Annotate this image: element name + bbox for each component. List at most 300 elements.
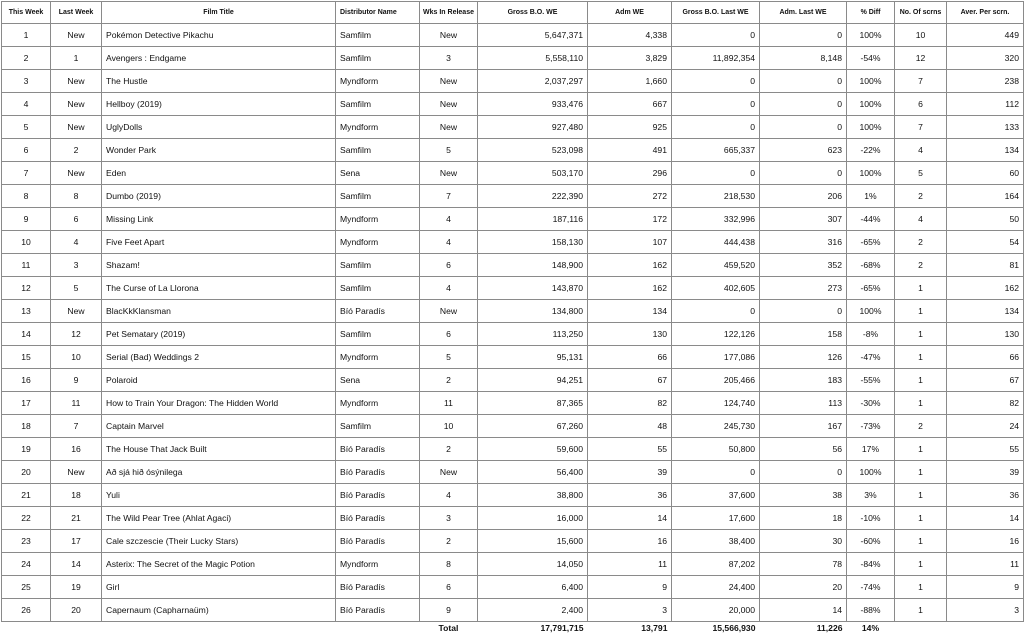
cell-gross-last: 122,126 xyxy=(672,323,760,346)
cell-distributor: Samfilm xyxy=(336,277,420,300)
cell-gross-last: 17,600 xyxy=(672,507,760,530)
cell-admissions-last: 183 xyxy=(760,369,847,392)
cell-gross: 38,800 xyxy=(478,484,588,507)
cell-this-week: 8 xyxy=(2,185,51,208)
cell-gross: 2,037,297 xyxy=(478,70,588,93)
header-this-week: This Week xyxy=(2,2,51,24)
cell-diff: 100% xyxy=(847,70,895,93)
cell-this-week: 19 xyxy=(2,438,51,461)
cell-diff: -54% xyxy=(847,47,895,70)
cell-this-week: 7 xyxy=(2,162,51,185)
cell-average: 39 xyxy=(947,461,1024,484)
cell-this-week: 11 xyxy=(2,254,51,277)
cell-average: 11 xyxy=(947,553,1024,576)
cell-gross: 95,131 xyxy=(478,346,588,369)
cell-admissions: 36 xyxy=(588,484,672,507)
cell-gross: 134,800 xyxy=(478,300,588,323)
cell-average: 67 xyxy=(947,369,1024,392)
cell-gross-last: 37,600 xyxy=(672,484,760,507)
cell-distributor: Myndform xyxy=(336,70,420,93)
cell-screens: 1 xyxy=(895,300,947,323)
cell-admissions: 172 xyxy=(588,208,672,231)
cell-this-week: 4 xyxy=(2,93,51,116)
cell-distributor: Myndform xyxy=(336,208,420,231)
cell-this-week: 10 xyxy=(2,231,51,254)
cell-last-week: 1 xyxy=(51,47,102,70)
table-row xyxy=(2,438,1024,461)
table-row xyxy=(2,231,1024,254)
table-row xyxy=(2,369,1024,392)
cell-this-week: 9 xyxy=(2,208,51,231)
table-row xyxy=(2,70,1024,93)
cell-gross: 143,870 xyxy=(478,277,588,300)
cell-film-title: The House That Jack Built xyxy=(102,438,336,461)
cell-film-title: Polaroid xyxy=(102,369,336,392)
cell-screens: 2 xyxy=(895,185,947,208)
cell-last-week: 9 xyxy=(51,369,102,392)
cell-weeks-in-release: 4 xyxy=(420,277,478,300)
cell-distributor: Bíó Paradís xyxy=(336,599,420,622)
cell-average: 36 xyxy=(947,484,1024,507)
header-average: Aver. Per scrn. xyxy=(947,2,1024,24)
cell-weeks-in-release: 2 xyxy=(420,438,478,461)
cell-screens: 1 xyxy=(895,369,947,392)
cell-last-week: New xyxy=(51,24,102,47)
cell-weeks-in-release: 3 xyxy=(420,47,478,70)
cell-this-week: 3 xyxy=(2,70,51,93)
cell-gross-last: 50,800 xyxy=(672,438,760,461)
cell-gross: 14,050 xyxy=(478,553,588,576)
cell-admissions: 491 xyxy=(588,139,672,162)
cell-distributor: Bíó Paradís xyxy=(336,461,420,484)
cell-diff: 17% xyxy=(847,438,895,461)
cell-gross-last: 402,605 xyxy=(672,277,760,300)
header-row xyxy=(2,2,1024,24)
cell-gross-last: 0 xyxy=(672,93,760,116)
cell-weeks-in-release: 6 xyxy=(420,576,478,599)
cell-diff: -22% xyxy=(847,139,895,162)
table-row xyxy=(2,300,1024,323)
cell-last-week: 8 xyxy=(51,185,102,208)
cell-admissions: 272 xyxy=(588,185,672,208)
header-admissions-last: Adm. Last WE xyxy=(760,2,847,24)
cell-film-title: Pokémon Detective Pikachu xyxy=(102,24,336,47)
cell-weeks-in-release: 5 xyxy=(420,139,478,162)
cell-average: 16 xyxy=(947,530,1024,553)
cell-diff: 100% xyxy=(847,461,895,484)
cell-admissions: 9 xyxy=(588,576,672,599)
cell-weeks-in-release: 4 xyxy=(420,231,478,254)
cell-admissions: 39 xyxy=(588,461,672,484)
cell-distributor: Samfilm xyxy=(336,415,420,438)
cell-last-week: 10 xyxy=(51,346,102,369)
cell-distributor: Myndform xyxy=(336,231,420,254)
cell-admissions-last: 0 xyxy=(760,461,847,484)
cell-admissions-last: 20 xyxy=(760,576,847,599)
cell-admissions-last: 14 xyxy=(760,599,847,622)
cell-this-week: 6 xyxy=(2,139,51,162)
cell-diff: 100% xyxy=(847,24,895,47)
cell-screens: 1 xyxy=(895,484,947,507)
table-row xyxy=(2,530,1024,553)
cell-film-title: Yuli xyxy=(102,484,336,507)
cell-last-week: New xyxy=(51,300,102,323)
cell-gross: 222,390 xyxy=(478,185,588,208)
cell-gross-last: 218,530 xyxy=(672,185,760,208)
cell-admissions-last: 113 xyxy=(760,392,847,415)
cell-gross-last: 11,892,354 xyxy=(672,47,760,70)
cell-admissions-last: 8,148 xyxy=(760,47,847,70)
cell-last-week: 2 xyxy=(51,139,102,162)
table-footer xyxy=(2,622,1024,634)
cell-gross-last: 0 xyxy=(672,116,760,139)
cell-distributor: Samfilm xyxy=(336,24,420,47)
cell-film-title: Að sjá hið ósýnilega xyxy=(102,461,336,484)
table-row xyxy=(2,415,1024,438)
cell-this-week: 22 xyxy=(2,507,51,530)
cell-gross: 503,170 xyxy=(478,162,588,185)
cell-gross-last: 87,202 xyxy=(672,553,760,576)
cell-admissions-last: 206 xyxy=(760,185,847,208)
cell-distributor: Bíó Paradís xyxy=(336,576,420,599)
cell-admissions: 67 xyxy=(588,369,672,392)
cell-last-week: 20 xyxy=(51,599,102,622)
cell-weeks-in-release: 4 xyxy=(420,208,478,231)
cell-screens: 1 xyxy=(895,507,947,530)
cell-gross: 523,098 xyxy=(478,139,588,162)
cell-average: 162 xyxy=(947,277,1024,300)
cell-admissions: 3 xyxy=(588,599,672,622)
cell-diff: 3% xyxy=(847,484,895,507)
cell-gross-last: 444,438 xyxy=(672,231,760,254)
cell-distributor: Samfilm xyxy=(336,139,420,162)
cell-weeks-in-release: New xyxy=(420,162,478,185)
cell-screens: 2 xyxy=(895,254,947,277)
table-row xyxy=(2,47,1024,70)
cell-diff: -74% xyxy=(847,576,895,599)
cell-distributor: Bíó Paradís xyxy=(336,438,420,461)
cell-gross: 15,600 xyxy=(478,530,588,553)
cell-weeks-in-release: New xyxy=(420,24,478,47)
cell-gross-last: 38,400 xyxy=(672,530,760,553)
cell-weeks-in-release: 6 xyxy=(420,323,478,346)
cell-average: 54 xyxy=(947,231,1024,254)
cell-distributor: Myndform xyxy=(336,553,420,576)
cell-last-week: New xyxy=(51,162,102,185)
cell-gross-last: 205,466 xyxy=(672,369,760,392)
cell-film-title: Cale szczescie (Their Lucky Stars) xyxy=(102,530,336,553)
table-row xyxy=(2,599,1024,622)
table-row xyxy=(2,162,1024,185)
cell-distributor: Myndform xyxy=(336,346,420,369)
footer-spacer xyxy=(102,622,336,634)
cell-last-week: 18 xyxy=(51,484,102,507)
cell-gross-last: 0 xyxy=(672,461,760,484)
cell-last-week: New xyxy=(51,70,102,93)
cell-distributor: Bíó Paradís xyxy=(336,484,420,507)
cell-diff: -65% xyxy=(847,277,895,300)
table-row xyxy=(2,208,1024,231)
cell-film-title: UglyDolls xyxy=(102,116,336,139)
cell-distributor: Bíó Paradís xyxy=(336,300,420,323)
cell-screens: 1 xyxy=(895,346,947,369)
cell-admissions-last: 126 xyxy=(760,346,847,369)
cell-screens: 4 xyxy=(895,139,947,162)
cell-last-week: 17 xyxy=(51,530,102,553)
cell-admissions: 14 xyxy=(588,507,672,530)
cell-admissions: 134 xyxy=(588,300,672,323)
table-row xyxy=(2,185,1024,208)
cell-admissions-last: 0 xyxy=(760,116,847,139)
cell-film-title: Wonder Park xyxy=(102,139,336,162)
cell-this-week: 14 xyxy=(2,323,51,346)
cell-film-title: Girl xyxy=(102,576,336,599)
cell-weeks-in-release: New xyxy=(420,116,478,139)
cell-weeks-in-release: 2 xyxy=(420,530,478,553)
cell-weeks-in-release: 10 xyxy=(420,415,478,438)
table-row xyxy=(2,507,1024,530)
cell-admissions: 130 xyxy=(588,323,672,346)
cell-last-week: New xyxy=(51,93,102,116)
total-admissions: 13,791 xyxy=(588,622,672,634)
cell-film-title: Asterix: The Secret of the Magic Potion xyxy=(102,553,336,576)
cell-distributor: Samfilm xyxy=(336,47,420,70)
cell-diff: -55% xyxy=(847,369,895,392)
cell-screens: 1 xyxy=(895,392,947,415)
cell-gross: 6,400 xyxy=(478,576,588,599)
cell-screens: 1 xyxy=(895,599,947,622)
cell-admissions-last: 0 xyxy=(760,24,847,47)
footer-spacer xyxy=(51,622,102,634)
table-row xyxy=(2,24,1024,47)
cell-diff: -88% xyxy=(847,599,895,622)
cell-film-title: Capernaum (Capharnaüm) xyxy=(102,599,336,622)
cell-gross: 59,600 xyxy=(478,438,588,461)
cell-screens: 10 xyxy=(895,24,947,47)
footer-spacer xyxy=(947,622,1024,634)
header-distributor: Distributor Name xyxy=(336,2,420,24)
cell-admissions-last: 0 xyxy=(760,93,847,116)
cell-last-week: 3 xyxy=(51,254,102,277)
cell-gross-last: 0 xyxy=(672,300,760,323)
cell-admissions: 925 xyxy=(588,116,672,139)
cell-admissions-last: 307 xyxy=(760,208,847,231)
cell-gross: 187,116 xyxy=(478,208,588,231)
table-row xyxy=(2,484,1024,507)
cell-admissions: 162 xyxy=(588,277,672,300)
cell-average: 320 xyxy=(947,47,1024,70)
header-gross-last: Gross B.O. Last WE xyxy=(672,2,760,24)
cell-film-title: Hellboy (2019) xyxy=(102,93,336,116)
total-gross-last: 15,566,930 xyxy=(672,622,760,634)
cell-average: 130 xyxy=(947,323,1024,346)
cell-last-week: 7 xyxy=(51,415,102,438)
cell-gross: 113,250 xyxy=(478,323,588,346)
cell-average: 60 xyxy=(947,162,1024,185)
cell-last-week: 12 xyxy=(51,323,102,346)
cell-admissions-last: 0 xyxy=(760,70,847,93)
cell-average: 81 xyxy=(947,254,1024,277)
cell-average: 50 xyxy=(947,208,1024,231)
cell-gross: 56,400 xyxy=(478,461,588,484)
cell-average: 238 xyxy=(947,70,1024,93)
cell-last-week: New xyxy=(51,461,102,484)
cell-admissions-last: 78 xyxy=(760,553,847,576)
table-row xyxy=(2,346,1024,369)
cell-this-week: 16 xyxy=(2,369,51,392)
header-admissions: Adm WE xyxy=(588,2,672,24)
cell-screens: 7 xyxy=(895,70,947,93)
cell-admissions-last: 273 xyxy=(760,277,847,300)
table-body xyxy=(2,24,1024,622)
cell-average: 164 xyxy=(947,185,1024,208)
cell-diff: 100% xyxy=(847,162,895,185)
totals-row xyxy=(2,622,1024,634)
cell-distributor: Samfilm xyxy=(336,323,420,346)
cell-this-week: 17 xyxy=(2,392,51,415)
cell-last-week: New xyxy=(51,116,102,139)
cell-admissions-last: 0 xyxy=(760,300,847,323)
cell-gross: 67,260 xyxy=(478,415,588,438)
cell-admissions-last: 158 xyxy=(760,323,847,346)
cell-weeks-in-release: New xyxy=(420,70,478,93)
cell-gross: 933,476 xyxy=(478,93,588,116)
cell-diff: -65% xyxy=(847,231,895,254)
cell-admissions: 82 xyxy=(588,392,672,415)
cell-gross: 87,365 xyxy=(478,392,588,415)
cell-gross: 927,480 xyxy=(478,116,588,139)
cell-diff: -30% xyxy=(847,392,895,415)
cell-average: 3 xyxy=(947,599,1024,622)
cell-last-week: 19 xyxy=(51,576,102,599)
footer-spacer xyxy=(2,622,51,634)
cell-weeks-in-release: 2 xyxy=(420,369,478,392)
cell-this-week: 21 xyxy=(2,484,51,507)
table-row xyxy=(2,277,1024,300)
cell-gross-last: 20,000 xyxy=(672,599,760,622)
cell-film-title: Five Feet Apart xyxy=(102,231,336,254)
cell-weeks-in-release: 9 xyxy=(420,599,478,622)
cell-gross-last: 0 xyxy=(672,162,760,185)
table-header xyxy=(2,2,1024,24)
cell-screens: 5 xyxy=(895,162,947,185)
cell-distributor: Samfilm xyxy=(336,93,420,116)
cell-gross-last: 0 xyxy=(672,24,760,47)
cell-diff: -60% xyxy=(847,530,895,553)
cell-admissions: 66 xyxy=(588,346,672,369)
cell-admissions: 296 xyxy=(588,162,672,185)
cell-this-week: 13 xyxy=(2,300,51,323)
cell-last-week: 6 xyxy=(51,208,102,231)
cell-this-week: 1 xyxy=(2,24,51,47)
cell-film-title: The Curse of La Llorona xyxy=(102,277,336,300)
cell-average: 24 xyxy=(947,415,1024,438)
cell-film-title: Shazam! xyxy=(102,254,336,277)
box-office-table xyxy=(1,1,1024,633)
cell-screens: 1 xyxy=(895,576,947,599)
cell-screens: 1 xyxy=(895,530,947,553)
cell-last-week: 4 xyxy=(51,231,102,254)
cell-this-week: 25 xyxy=(2,576,51,599)
cell-admissions-last: 167 xyxy=(760,415,847,438)
cell-admissions: 16 xyxy=(588,530,672,553)
cell-diff: -10% xyxy=(847,507,895,530)
cell-average: 112 xyxy=(947,93,1024,116)
cell-distributor: Samfilm xyxy=(336,185,420,208)
cell-admissions-last: 352 xyxy=(760,254,847,277)
cell-admissions: 107 xyxy=(588,231,672,254)
cell-gross-last: 459,520 xyxy=(672,254,760,277)
cell-gross-last: 0 xyxy=(672,70,760,93)
cell-film-title: Missing Link xyxy=(102,208,336,231)
cell-weeks-in-release: 3 xyxy=(420,507,478,530)
header-weeks-in-release: Wks In Release xyxy=(420,2,478,24)
cell-this-week: 23 xyxy=(2,530,51,553)
cell-distributor: Bíó Paradís xyxy=(336,530,420,553)
cell-gross-last: 332,996 xyxy=(672,208,760,231)
cell-diff: -44% xyxy=(847,208,895,231)
cell-gross-last: 177,086 xyxy=(672,346,760,369)
cell-admissions: 3,829 xyxy=(588,47,672,70)
cell-screens: 6 xyxy=(895,93,947,116)
cell-average: 14 xyxy=(947,507,1024,530)
cell-distributor: Myndform xyxy=(336,116,420,139)
cell-average: 66 xyxy=(947,346,1024,369)
cell-weeks-in-release: 4 xyxy=(420,484,478,507)
cell-screens: 1 xyxy=(895,461,947,484)
cell-admissions-last: 316 xyxy=(760,231,847,254)
cell-diff: -8% xyxy=(847,323,895,346)
cell-distributor: Sena xyxy=(336,369,420,392)
cell-film-title: How to Train Your Dragon: The Hidden World xyxy=(102,392,336,415)
total-diff: 14% xyxy=(847,622,895,634)
cell-average: 82 xyxy=(947,392,1024,415)
cell-this-week: 20 xyxy=(2,461,51,484)
cell-screens: 1 xyxy=(895,438,947,461)
cell-admissions-last: 30 xyxy=(760,530,847,553)
cell-distributor: Samfilm xyxy=(336,254,420,277)
cell-admissions: 55 xyxy=(588,438,672,461)
header-film-title: Film Title xyxy=(102,2,336,24)
cell-film-title: Serial (Bad) Weddings 2 xyxy=(102,346,336,369)
cell-last-week: 16 xyxy=(51,438,102,461)
cell-film-title: Captain Marvel xyxy=(102,415,336,438)
total-admissions-last: 11,226 xyxy=(760,622,847,634)
cell-diff: 100% xyxy=(847,300,895,323)
footer-spacer xyxy=(336,622,420,634)
table-row xyxy=(2,116,1024,139)
cell-diff: -47% xyxy=(847,346,895,369)
cell-diff: -84% xyxy=(847,553,895,576)
cell-this-week: 12 xyxy=(2,277,51,300)
cell-this-week: 18 xyxy=(2,415,51,438)
cell-diff: -68% xyxy=(847,254,895,277)
table-row xyxy=(2,254,1024,277)
cell-weeks-in-release: New xyxy=(420,461,478,484)
cell-weeks-in-release: 7 xyxy=(420,185,478,208)
cell-this-week: 2 xyxy=(2,47,51,70)
cell-admissions: 667 xyxy=(588,93,672,116)
table-row xyxy=(2,93,1024,116)
header-screens: No. Of scrns xyxy=(895,2,947,24)
cell-diff: 1% xyxy=(847,185,895,208)
cell-admissions-last: 18 xyxy=(760,507,847,530)
cell-film-title: The Wild Pear Tree (Ahlat Agaci) xyxy=(102,507,336,530)
cell-weeks-in-release: New xyxy=(420,300,478,323)
cell-film-title: Avengers : Endgame xyxy=(102,47,336,70)
cell-average: 9 xyxy=(947,576,1024,599)
table-row xyxy=(2,392,1024,415)
